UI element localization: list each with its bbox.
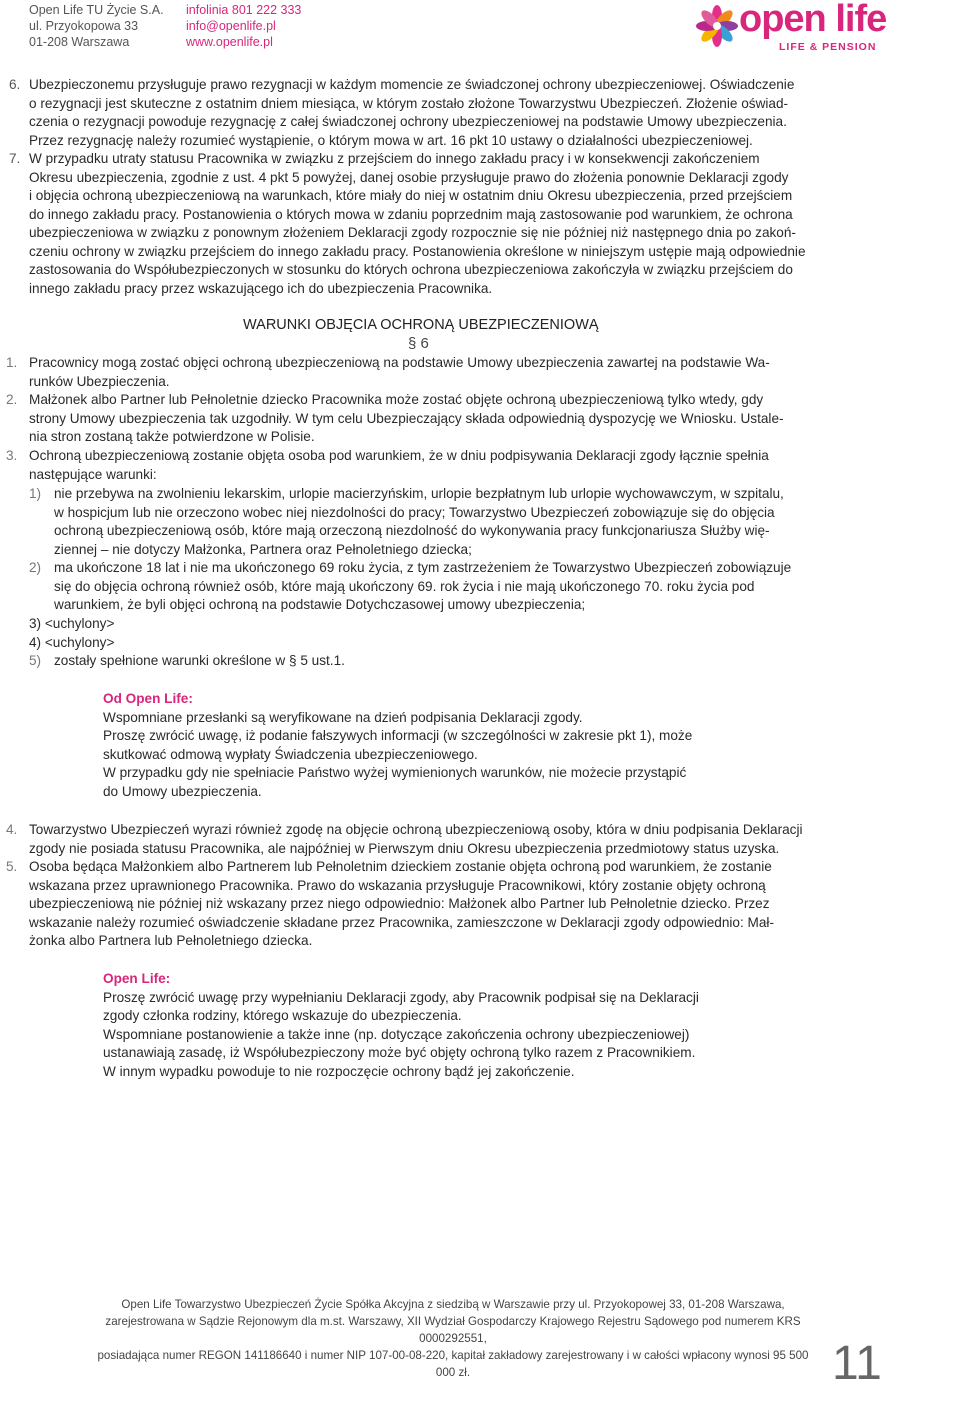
line: skutkować odmową wypłaty Świadczenia ubezpieczeniowego. — [103, 746, 478, 762]
company-street: ul. Przyokopowa 33 — [29, 19, 139, 33]
line: Proszę zwrócić uwagę, iż podanie fałszywych informacji (w szczególności w zakresie pkt 1), może — [103, 728, 693, 743]
point-4-text — [29, 821, 861, 858]
website-link[interactable]: www.openlife.pl — [186, 35, 273, 49]
point-2-text — [29, 391, 861, 447]
header-contact — [186, 2, 301, 50]
line: strony Umowy ubezpieczenia tak uzgodniły. W tym celu Ubezpieczający składa odpowiednią dyspozycję we Wniosku. Ustale- — [29, 410, 784, 426]
open-life-note-1 — [103, 690, 783, 801]
line: Pracownicy mogą zostać objęci ochroną ubezpieczeniową na podstawie Umowy ubezpieczenia zawartej na podstawie Wa- — [29, 355, 770, 370]
line: Wspomniane przesłanki są weryfikowane na dzień podpisania Deklaracji zgody. — [103, 709, 583, 725]
line: do innego zakładu pracy. Postanowienia o których mowa w zdaniu poprzednim mają zastosowanie pod warunkiem, że ochrona — [29, 206, 793, 222]
logo-wordmark: open life — [739, 0, 887, 40]
point-1-text — [29, 354, 861, 391]
flower-icon — [695, 4, 741, 50]
line: do Umowy ubezpieczenia. — [103, 783, 262, 799]
point-3-text — [29, 447, 861, 484]
line: wskazanie należy rozumieć oświadczenie składane przez Pracownika, zamieszczone w Deklaracji zgody odpowiednio: Mał- — [29, 914, 774, 930]
line: W innym wypadku powoduje to nie rozpoczęcie ochrony bądź jej zakończenie. — [103, 1063, 575, 1079]
header-address — [29, 2, 164, 50]
line: czenia o rezygnacji powoduje rezygnację z całej świadczonej ochrony ubezpieczeniowej na podstawie Umowy ubezpieczenia. — [29, 114, 787, 129]
line: Ochroną ubezpieczeniową zostanie objęta osoba pod warunkiem, że w dniu podpisywania Deklaracji zgody łącznie spełnia — [29, 448, 769, 463]
open-life-note-2 — [103, 970, 783, 1081]
item-6-number: 6. — [9, 77, 21, 92]
line: W przypadku gdy nie spełniacie Państwo wyżej wymienionych warunków, nie możecie przystąpić — [103, 765, 687, 780]
item-6-text — [29, 76, 861, 150]
logo-subtitle: LIFE & PENSION — [779, 41, 877, 53]
line: wskazana przez uprawnionego Pracownika. Prawo do wskazania przysługuje Pracownikowi, który zostanie objęty ochroną — [29, 877, 766, 893]
note-heading: Od Open Life: — [103, 691, 193, 706]
item-7-text — [29, 150, 861, 298]
line: zgody członka rodziny, którego wskazuje do ubezpieczenia. — [103, 1008, 462, 1023]
line: ma ukończone 18 lat i nie ma ukończonego 69 roku życia, z tym zastrzeżeniem że Towarzystwo Ubezpieczeń zobowiązuje — [54, 560, 792, 575]
subpoint-3: 3) <uchylony> — [29, 616, 115, 631]
line: Małżonek albo Partner lub Pełnoletnie dziecko Pracownika może zostać objęte ochroną ubezpieczeniową tylko wtedy, gdy — [29, 392, 764, 407]
line: W przypadku utraty statusu Pracownika w związku z przejściem do innego zakładu pracy i w konsekwencji zakończeniem — [29, 151, 760, 166]
point-5-number: 5. — [6, 859, 18, 874]
footer-line: Open Life Towarzystwo Ubezpieczeń Życie Spółka Akcyjna z siedzibą w Warszawie przy ul. Przyokopowej 33, 01-208 Warszawa, — [121, 1298, 785, 1311]
line: ustanawiają zasadę, iż Współubezpieczony może być objęty ochroną tylko razem z Pracownikiem. — [103, 1045, 696, 1060]
company-name: Open Life TU Życie S.A. — [29, 3, 164, 17]
subpoint-1-number: 1) — [29, 486, 42, 501]
line: o rezygnacji jest skuteczne z ostatnim dniem miesiąca, w którym zostało złożone Towarzystwu Ubezpieczeń. Złożenie oświad- — [29, 95, 789, 111]
line: Okresu ubezpieczenia, zgodnie z ust. 4 pkt 5 powyżej, danej osobie przysługuje prawo do złożenia ponownie Deklaracji zgody — [29, 169, 789, 185]
subpoint-2-number: 2) — [29, 560, 42, 575]
footer-line: zarejestrowana w Sądzie Rejonowym dla m.st. Warszawy, XII Wydział Gospodarczy Krajowego Rejestru Sądowego pod numerem KRS 0000292551, — [105, 1315, 801, 1345]
subpoint-4: 4) <uchylony> — [29, 635, 115, 650]
infolinia: infolinia 801 222 333 — [186, 3, 302, 17]
point-5-text — [29, 858, 861, 951]
line: ochroną ubezpieczeniową osób, które mają orzeczoną niezdolność do wykonywania pracy funkcjonariusza Służby wię- — [54, 523, 770, 538]
footer-line: posiadająca numer REGON 141186640 i numer NIP 107-00-08-220, kapitał zakładowy zarejestrowany i w całości wpłacony wynosi 95 500 000 zł. — [97, 1349, 809, 1379]
paragraph-number: § 6 — [408, 335, 429, 352]
point-3-number: 3. — [6, 448, 18, 463]
line: Towarzystwo Ubezpieczeń wyrazi również zgodę na objęcie ochroną ubezpieczeniową osoby, która w dniu podpisania Deklaracji — [29, 822, 803, 837]
company-city: 01-208 Warszawa — [29, 35, 130, 49]
line: się do objęcia ochroną również osób, które mają ukończony 69. rok życia i nie mają ukończonego 70. roku życia pod — [54, 578, 755, 594]
subpoint-5-text: zostały spełnione warunki określone w § 5 ust.1. — [54, 653, 345, 668]
line: nia stron zostaną także potwierdzone w Polisie. — [29, 429, 315, 444]
section-title: WARUNKI OBJĘCIA OCHRONĄ UBEZPIECZENIOWĄ — [243, 317, 599, 333]
line: ubezpieczeniowa w związku z ponownym złożeniem Deklaracji zgody rozpocznie się nie później niż następnego dnia po zakoń- — [29, 225, 796, 240]
line: Przez rezygnację należy rozumieć wystąpienie, o którym mowa w art. 16 pkt 10 ustawy o działalności ubezpieczeniowej. — [29, 132, 753, 148]
subpoint-2-text — [54, 559, 861, 615]
email-link[interactable]: info@openlife.pl — [186, 19, 276, 33]
line: ubezpieczeniową nie później niż wskazany przez niego odpowiednio: Małżonek albo Partner lub Pełnoletnie dziecko. Przez — [29, 896, 770, 911]
point-2-number: 2. — [6, 392, 18, 407]
line: Proszę zwrócić uwagę przy wypełnianiu Deklaracji zgody, aby Pracownik podpisał się na Deklaracji — [103, 989, 699, 1005]
subpoint-1-text — [54, 485, 865, 559]
line: i objęcia ochroną ubezpieczeniową na warunkach, które miały do niej w ostatnim dniu Okresu ubezpieczenia, przed przejściem — [29, 188, 793, 203]
item-7-number: 7. — [9, 151, 21, 166]
line: czeniu ochrony w związku przejściem do innego zakładu pracy. Postanowienia określone w niniejszym ustępie mają odpowiednie — [29, 243, 806, 259]
note-heading: Open Life: — [103, 971, 171, 986]
line: w hospicjum lub nie orzeczono wobec niej niezdolności do pracy; Towarzystwo Ubezpieczeń zobowiązuje się do objęcia — [54, 504, 775, 520]
line: żonka albo Partnera lub Pełnoletniego dziecka. — [29, 933, 313, 948]
line: runków Ubezpieczenia. — [29, 373, 170, 389]
subpoint-5-number: 5) — [29, 653, 42, 668]
line: następujące warunki: — [29, 466, 157, 482]
line: warunkiem, że byli objęci ochroną na podstawie Dotychczasowej umowy ubezpieczenia; — [54, 597, 586, 612]
page-number: 11 — [832, 1337, 882, 1390]
legal-footer — [88, 1296, 818, 1381]
line: Osoba będąca Małżonkiem albo Partnerem lub Pełnoletnim dzieckiem zostanie objęta ochroną pod warunkiem, że zostanie — [29, 859, 772, 874]
line: innego zakładu pracy przez wskazującego ich do ubezpieczenia Pracownika. — [29, 280, 493, 296]
line: ziennej – nie dotyczy Małżonka, Partnera oraz Pełnoletniego dziecka; — [54, 541, 472, 557]
open-life-logo — [695, 2, 895, 56]
line: Wspomniane postanowienie a także inne (np. dotyczące zakończenia ochrony ubezpieczeniowej) — [103, 1026, 690, 1042]
line: zastosowania do Współubezpieczonych w stosunku do których ochrona ubezpieczeniowa zakończyła w związku przejściem do — [29, 262, 793, 277]
point-1-number: 1. — [6, 355, 18, 370]
line: nie przebywa na zwolnieniu lekarskim, urlopie macierzyńskim, urlopie bezpłatnym lub urlopie wychowawczym, w szpitalu, — [54, 486, 784, 501]
line: Ubezpieczonemu przysługuje prawo rezygnacji w każdym momencie ze świadczonej ochrony ubezpieczeniowej. Oświadczenie — [29, 77, 795, 92]
point-4-number: 4. — [6, 822, 18, 837]
line: zgody nie posiada statusu Pracownika, ale najpóźniej w Pierwszym dniu Okresu ubezpieczenia przedmiotowy status uzyska. — [29, 840, 780, 856]
